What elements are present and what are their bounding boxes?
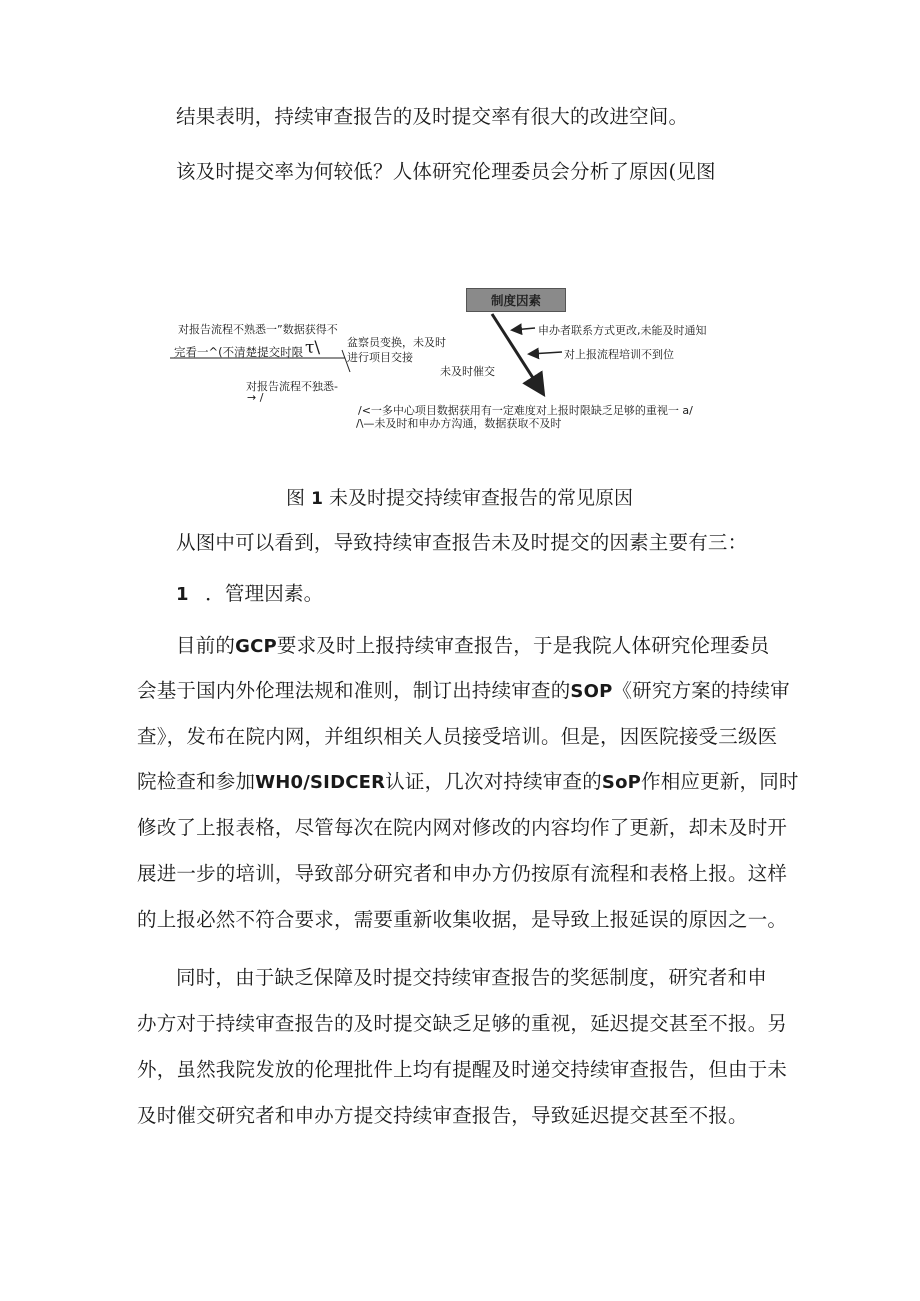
paragraph-line: 展进一步的培训，导致部分研究者和申办方仍按原有流程和表格上报。这样 xyxy=(137,862,788,885)
figure-label: 对报告流程不熟悉一”数据获得不 xyxy=(178,323,338,336)
paragraph-line xyxy=(137,766,799,794)
caption-prefix: 图 xyxy=(286,487,306,509)
paragraph-line: 外，虽然我院发放的伦理批件上均有提醒及时递交持续审查报告，但由于未 xyxy=(137,1058,788,1081)
paragraph-line: 办方对于持续审查报告的及时提交缺乏足够的重视，延迟提交甚至不报。另 xyxy=(137,1012,788,1035)
figure-label: /\—未及时和申办方沟通，数据获取不及时 xyxy=(356,417,562,430)
paragraph-line: 结果表明，持续审查报告的及时提交率有很大的改进空间。 xyxy=(176,105,689,128)
list-text: ．管理因素。 xyxy=(205,582,324,605)
list-heading xyxy=(176,578,323,606)
figure-label: 对上报流程培训不到位 xyxy=(564,348,674,361)
branch-arrow xyxy=(530,352,562,354)
text-span: 要求及时上报持续审查报告，于是我院人体研究伦理委员 xyxy=(276,634,770,657)
figure-label: 进行项目交接 xyxy=(347,351,413,364)
list-number: 1 xyxy=(176,584,189,605)
text-span: 作相应更新，同时 xyxy=(641,770,799,793)
term-span: WH0/SIDCER xyxy=(255,772,386,793)
paragraph-line xyxy=(137,675,790,703)
term-span: SoP xyxy=(601,772,642,793)
text-span: 会基于国内外伦理法规和准则，制订出持续审查的 xyxy=(137,679,571,702)
paragraph-line: 从图中可以看到，导致持续审查报告未及时提交的因素主要有三： xyxy=(176,531,748,554)
caption-number: 1 xyxy=(311,489,323,509)
text-span: 《研究方案的持续审 xyxy=(612,679,790,702)
figure-label: → / xyxy=(247,391,264,404)
figure-label: 未及时催交 xyxy=(440,365,495,378)
fishbone-figure xyxy=(170,280,770,440)
figure-label: 盆察员变换，未及时 xyxy=(347,336,446,349)
figure-label: 对报告流程不独悉- xyxy=(246,380,338,393)
caption-text: 未及时提交持续审查报告的常见原因 xyxy=(328,487,633,509)
figure-label: /<一多中心项目数据获用有一定难度对上报时限缺乏足够的重视一 a/ xyxy=(358,404,693,417)
paragraph-line xyxy=(176,630,769,658)
paragraph-line: 查》，发布在院内网，并组织相关人员接受培训。但是，因医院接受三级医 xyxy=(137,725,778,748)
branch-arrow xyxy=(513,328,535,330)
term-span: SOP xyxy=(570,681,613,702)
text-span: 认证，几次对持续审查的 xyxy=(385,770,602,793)
text-span: 目前的 xyxy=(176,634,236,657)
figure-symbol: τ\ xyxy=(305,338,321,358)
figure-label: 申办者联系方式更改,未能及时通知 xyxy=(538,324,707,337)
paragraph-line: 修改了上报表格，尽管每次在院内网对修改的内容均作了更新，却未及时开 xyxy=(137,816,788,839)
figure-caption xyxy=(286,483,633,510)
term-span: GCP xyxy=(235,636,277,657)
paragraph-line: 该及时提交率为何较低？人体研究伦理委员会分析了原因(见图 xyxy=(176,160,716,183)
paragraph-line: 同时，由于缺乏保障及时提交持续审查报告的奖惩制度，研究者和申 xyxy=(176,966,768,989)
paragraph-line: 及时催交研究者和申办方提交持续审查报告，导致延迟提交甚至不报。 xyxy=(137,1104,748,1127)
paragraph-line: 的上报必然不符合要求，需要重新收集收据，是导致上报延误的原因之一。 xyxy=(137,908,788,931)
figure-label: 完看一^(不清楚提交时限 xyxy=(174,345,304,359)
text-span: 院检查和参加 xyxy=(137,770,256,793)
category-box: 制度因素 xyxy=(466,288,566,312)
